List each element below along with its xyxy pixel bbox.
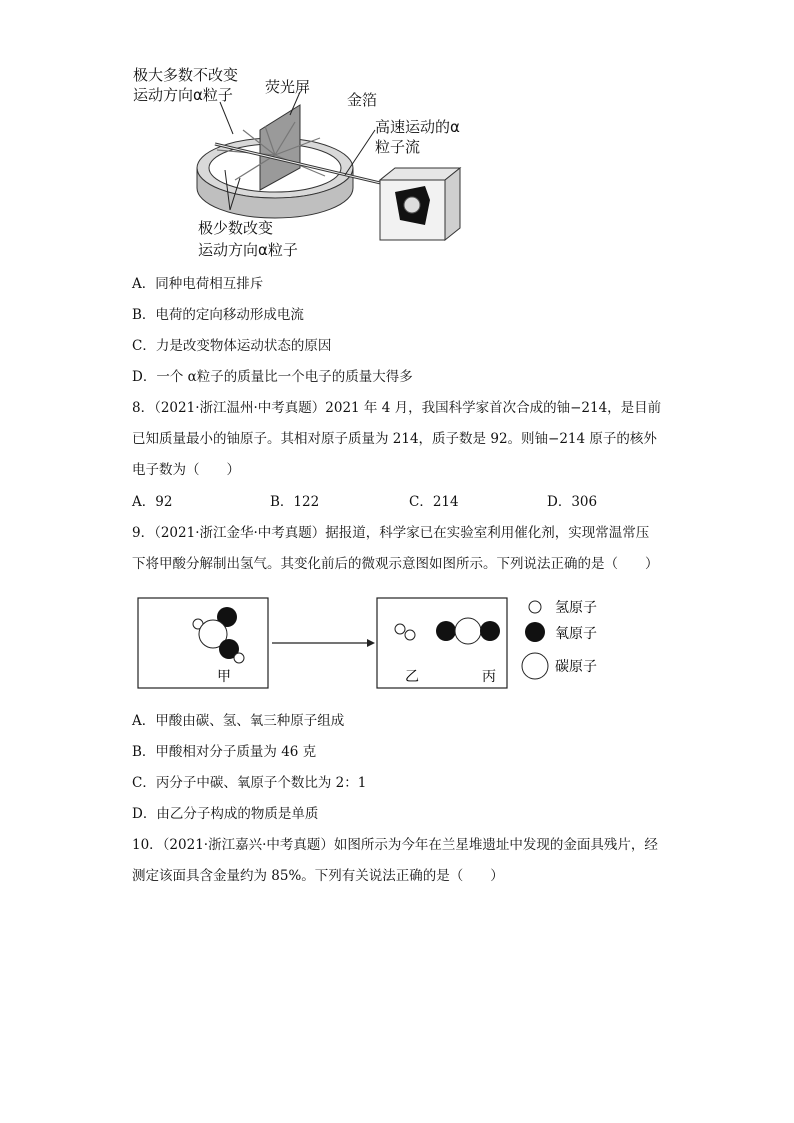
q7-option-b: B．电荷的定向移动形成电流 [132,307,304,323]
label-screen: 荧光屏 [265,78,311,96]
q10-stem-line2: 测定该面具含金量约为 85%。下列有关说法正确的是（ ） [132,868,504,884]
legend-oxygen-icon [525,622,545,642]
legend-oxygen: 氧原子 [555,626,597,642]
q9-stem-line1: 9．（2021·浙江金华·中考真题）据报道，科学家已在实验室利用催化剂，实现常温常压 [132,525,650,541]
q8-stem-line2: 已知质量最小的铀原子。其相对原子质量为 214，质子数是 92。则铀−214 原子的核外 [132,431,657,447]
label-deflected-1: 极少数改变 [198,219,274,237]
q7-option-d: D．一个 α粒子的质量比一个电子的质量大得多 [132,369,413,385]
box2-label-right: 丙 [482,669,496,685]
label-deflected-2: 运动方向α粒子 [198,241,298,259]
label-beam-2: 粒子流 [375,138,421,156]
q9-option-c: C．丙分子中碳、氧原子个数比为 2：1 [132,775,367,791]
q9-option-d: D．由乙分子构成的物质是单质 [132,806,319,822]
box2-label-left: 乙 [405,669,419,685]
q8-option-d: D．306 [547,494,598,510]
legend-hydrogen: 氢原子 [555,600,597,616]
q8-stem-line1: 8．（2021·浙江温州·中考真题）2021 年 4 月，我国科学家首次合成的铀−214，是目前 [132,400,662,416]
legend-hydrogen-icon [529,601,541,613]
label-beam-1: 高速运动的α [375,118,460,136]
q7-option-a: A．同种电荷相互排斥 [132,276,264,292]
q9-stem-line2: 下将甲酸分解制出氢气。其变化前后的微观示意图如图所示。下列说法正确的是（ ） [132,556,659,572]
label-foil: 金箔 [347,91,378,109]
legend-carbon-icon [522,653,548,679]
q9-option-a: A．甲酸由碳、氢、氧三种原子组成 [132,713,345,729]
box1-label: 甲 [217,669,231,685]
q8-stem-line3: 电子数为（ ） [132,462,240,478]
q8-option-a: A．92 [132,494,173,510]
q8-option-b: B．122 [270,494,320,510]
formic-acid-decomposition-figure [135,592,615,694]
q9-option-b: B．甲酸相对分子质量为 46 克 [132,744,317,760]
q8-option-c: C．214 [409,494,459,510]
label-undeflected-2: 运动方向α粒子 [133,86,233,104]
legend-carbon: 碳原子 [555,659,597,675]
rutherford-experiment-figure [125,60,485,265]
q10-stem-line1: 10．（2021·浙江嘉兴·中考真题）如图所示为今年在兰星堆遗址中发现的金面具残片，经 [132,837,658,853]
q7-option-c: C．力是改变物体运动状态的原因 [132,338,332,354]
label-undeflected-1: 极大多数不改变 [133,66,239,84]
